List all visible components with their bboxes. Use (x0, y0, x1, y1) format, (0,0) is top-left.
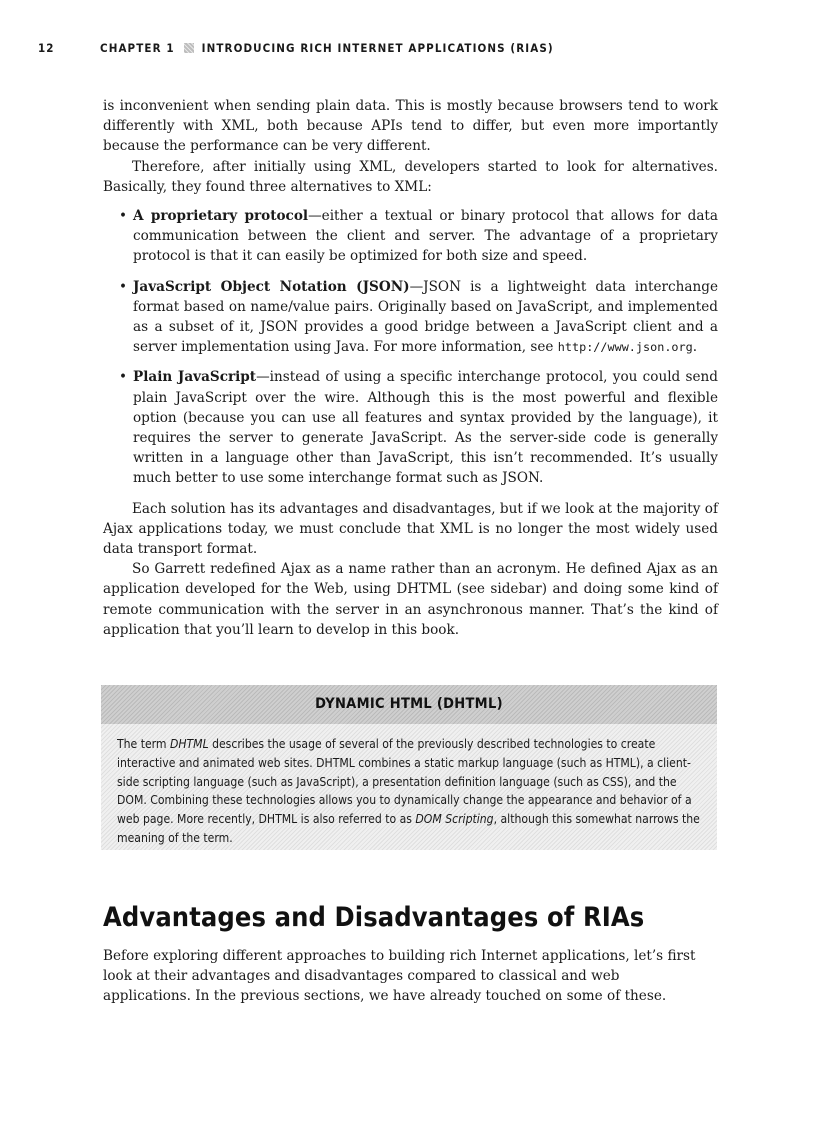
list-item-text: —either a textual or binary protocol that allows for data communication between the client and server. The advantage of a proprietary protocol is that it can easily be optimized for both size and speed. (133, 208, 718, 265)
bullet-icon: • (119, 369, 128, 386)
list-item-json (103, 277, 718, 358)
sidebar-text-run: describes the usage of several of the previously described technologies to create interactive and animated web sites. DHTML combines a static markup language (such as HTML), a client-side scripting language (such as JavaScript), a presentation definition language (such as CSS), and the DOM. Combining these technologies allows you to dynamically change the appearance and behavior of a web page. More recently, DHTML is also referred to as (117, 737, 692, 827)
section-paragraph: Before exploring different approaches to building rich Internet applications, let’s first look at their advantages and disadvantages compared to classical and web applications. In the previous sections, we have already touched on some of these. (103, 948, 696, 1005)
square-separator-icon (184, 43, 194, 53)
running-header (38, 41, 738, 57)
list-item-text: —instead of using a specific interchange protocol, you could send plain JavaScript over the wire. Although this is the most powerful and flexible option (because you can use all features and syntax provided by the language), it requires the server to generate JavaScript. As the server-side code is generally written in a language other than JavaScript, this isn’t recommended. It’s usually much better to use some interchange format such as JSON. (133, 369, 719, 487)
paragraph-continuation: is inconvenient when sending plain data. This is mostly because browsers tend to work differently with XML, both because APIs tend to differ, but even more importantly because the performance can be very different. (103, 98, 718, 155)
paragraph-alternatives-intro: Therefore, after initially using XML, developers started to look for alternatives. Basically, they found three alternatives to XML: (103, 158, 718, 195)
chapter-title: INTRODUCING RICH INTERNET APPLICATIONS (RIAS) (201, 41, 554, 55)
sidebar-text (101, 724, 717, 848)
sidebar-emphasis: DHTML (169, 737, 209, 751)
list-item-text: —JSON is a lightweight data interchange format based on name/value pairs. Originally based on JavaScript, and implemented as a subset of it, JSON provides a good bridge between a JavaScript client and a server implementation using Java. For more information, see (133, 278, 718, 356)
list-item-tail: . (692, 339, 698, 356)
page-number: 12 (38, 41, 55, 55)
alternatives-list (103, 206, 718, 489)
chapter-heading (100, 41, 554, 55)
list-item-term: Plain JavaScript (133, 369, 257, 386)
bullet-icon: • (119, 278, 128, 295)
bullet-icon: • (119, 208, 128, 225)
list-item-term: JavaScript Object Notation (JSON) (133, 278, 410, 295)
dhtml-sidebar (101, 685, 717, 850)
sidebar-emphasis: DOM Scripting (415, 812, 494, 827)
section-heading: Advantages and Disadvantages of RIAs (103, 902, 645, 933)
section-body (103, 946, 703, 1007)
paragraph-solutions: Each solution has its advantages and disadvantages, but if we look at the majority of Ajax applications today, we must conclude that XML is no longer the most widely used data transport format. (103, 500, 718, 558)
list-item-plain-javascript (103, 367, 718, 488)
json-url-link[interactable]: http://www.json.org (557, 340, 693, 355)
list-item-term: A proprietary protocol (133, 208, 309, 225)
chapter-label: CHAPTER 1 (100, 41, 175, 55)
sidebar-text-run: , although this somewhat narrows the meaning of the term. (117, 812, 700, 845)
sidebar-title: DYNAMIC HTML (DHTML) (101, 685, 717, 724)
body-text (103, 96, 718, 640)
list-item-proprietary-protocol (103, 206, 718, 267)
paragraph-garrett: So Garrett redefined Ajax as a name rather than an acronym. He defined Ajax as an application developed for the Web, using DHTML (see sidebar) and doing some kind of remote communication with the server in an asynchronous manner. That’s the kind of application that you’ll learn to develop in this book. (103, 561, 718, 638)
sidebar-text-run: The term (117, 737, 170, 751)
